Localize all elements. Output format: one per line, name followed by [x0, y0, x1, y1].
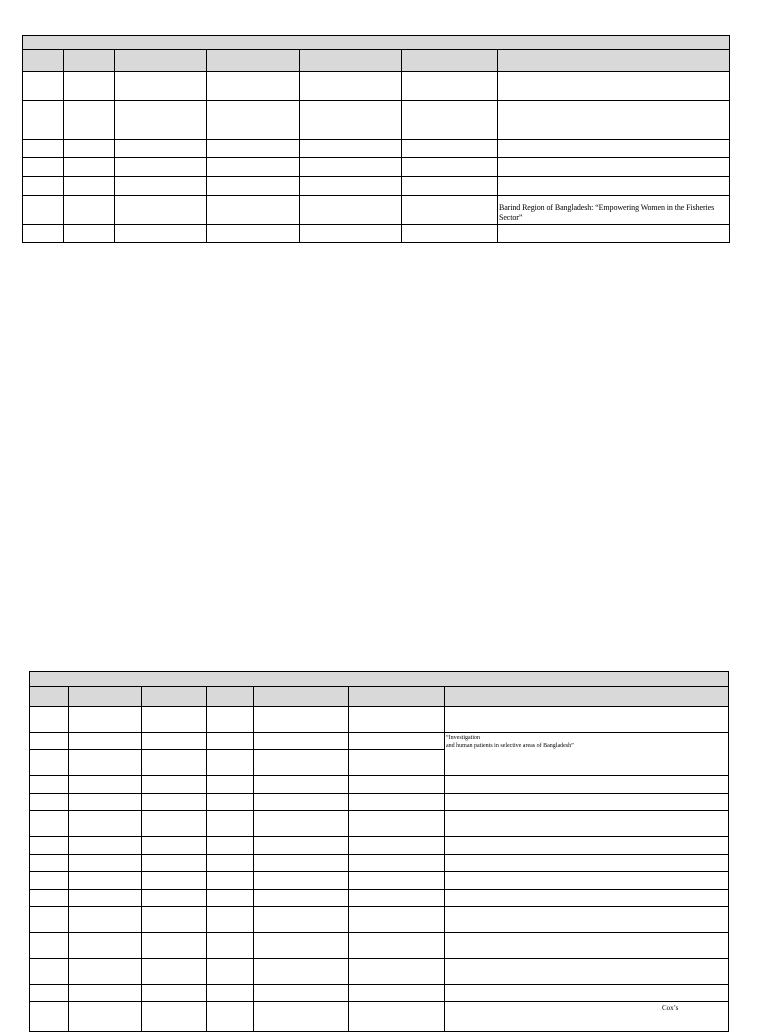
table-2-header-cell	[69, 687, 142, 707]
table-row	[30, 837, 729, 855]
table-row	[23, 225, 730, 243]
table-row	[30, 890, 729, 907]
table-row	[23, 140, 730, 158]
table-1-header-cell	[207, 50, 300, 72]
investigation-line-1: “Investigation	[446, 735, 480, 741]
investigation-line-2: and human patients in selective areas of Bangladesh”	[446, 743, 574, 749]
table-row	[30, 933, 729, 959]
table-row	[30, 872, 729, 890]
table-1-header-row	[23, 50, 730, 72]
table-1-header-cell	[402, 50, 498, 72]
table-1	[22, 35, 730, 243]
project-title-text: Barind Region of Bangladesh: “Empowering Women in the Fisheries Sector”	[499, 203, 715, 222]
cox-fragment-text: Cox’s	[662, 1004, 679, 1012]
table-2-title-cell	[30, 672, 729, 687]
table-row	[30, 707, 729, 733]
table-1-header-cell	[23, 50, 64, 72]
project-title-cell	[498, 196, 730, 225]
investigation-cell	[445, 733, 729, 776]
table-1-header-cell	[300, 50, 402, 72]
table-1-header-cell	[64, 50, 115, 72]
table-row	[23, 177, 730, 196]
table-row	[30, 794, 729, 811]
table-2-header-row	[30, 687, 729, 707]
table-2-header-cell	[349, 687, 445, 707]
table-1-title-cell	[23, 36, 730, 50]
table-row	[30, 811, 729, 837]
table-1-title-band	[23, 36, 730, 50]
table-row	[23, 196, 730, 225]
table-row	[30, 1002, 729, 1032]
table-1-header-cell	[115, 50, 207, 72]
table-row	[30, 776, 729, 794]
table-row	[30, 733, 729, 750]
table-2-header-cell	[30, 687, 69, 707]
table-2-header-cell	[445, 687, 729, 707]
table-row	[30, 959, 729, 985]
table-2	[29, 671, 729, 1032]
table-2-header-cell	[207, 687, 254, 707]
table-2-header-cell	[254, 687, 349, 707]
table-row	[23, 158, 730, 177]
table-row	[30, 907, 729, 933]
table-row	[23, 72, 730, 101]
table-row	[23, 101, 730, 140]
table-row	[30, 985, 729, 1002]
investigation-text	[445, 733, 728, 750]
table-1-header-cell	[498, 50, 730, 72]
table-2-title-band	[30, 672, 729, 687]
table-row	[30, 855, 729, 872]
table-2-header-cell	[142, 687, 207, 707]
